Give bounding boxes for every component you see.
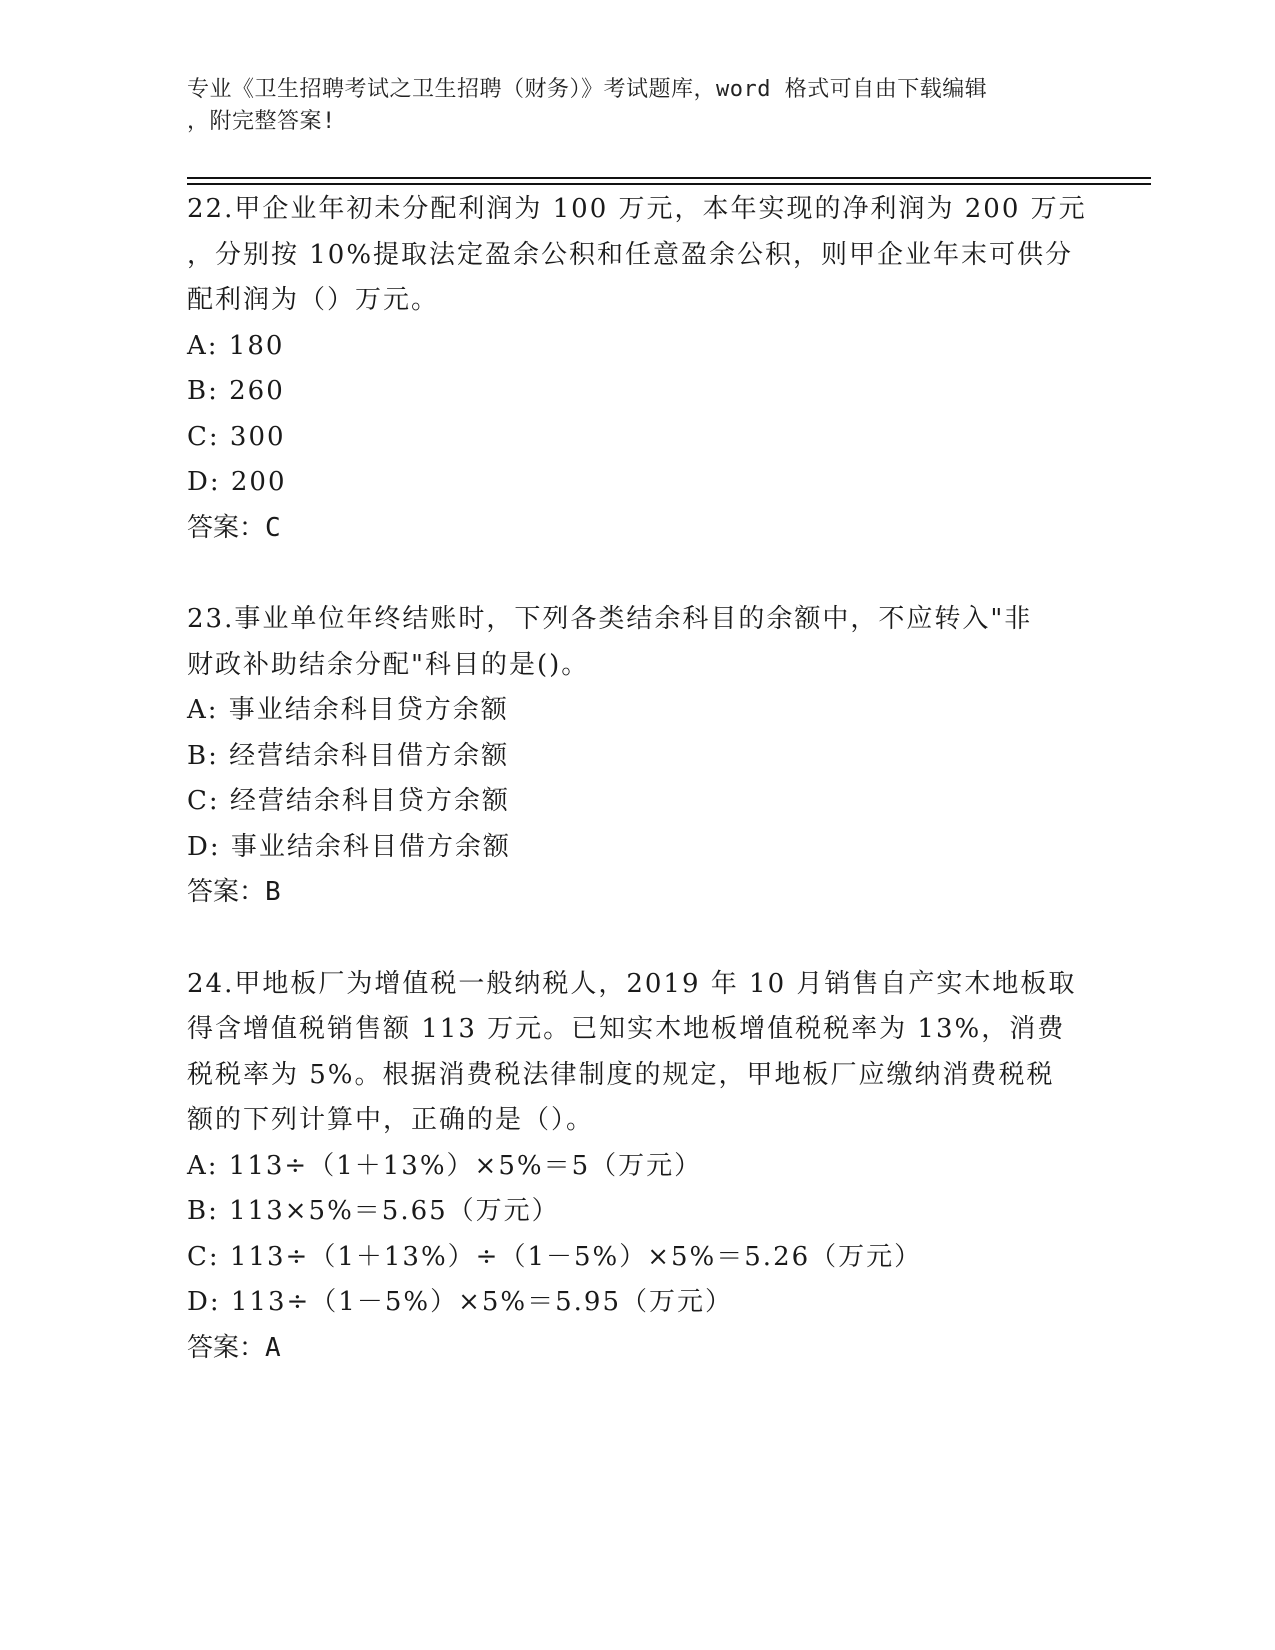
option-b: B: 113×5%＝5.65（万元） [187,1196,560,1226]
option-c: C: 300 [187,421,286,452]
question-stem-line: ，分别按 10%提取法定盈余公积和任意盈余公积，则甲企业年末可供分 [187,239,1074,270]
document-header [187,74,1087,138]
option-d: D: 200 [187,467,287,497]
question-stem-line: 22.甲企业年初未分配利润为 100 万元，本年实现的净利润为 200 万元 [187,194,1087,224]
option-a: A: 113÷（1＋13%）×5%＝5（万元） [187,1150,703,1181]
question-22 [187,187,1087,551]
question-stem-line: 24.甲地板厂为增值税一般纳税人，2019 年 10 月销售自产实木地板取 [187,968,1077,999]
question-stem-line: 23.事业单位年终结账时，下列各类结余科目的余额中，不应转入"非 [187,604,1033,634]
question-24 [187,962,1087,1372]
header-line-1: 专业《卫生招聘考试之卫生招聘（财务）》考试题库，word 格式可自由下载编辑 [187,77,988,102]
option-c: C: 经营结余科目贷方余额 [187,786,510,816]
answer-line: 答案：A [187,1332,281,1363]
option-d: D: 事业结余科目借方余额 [187,831,511,862]
header-line-2: ，附完整答案! [187,109,336,134]
question-stem-line: 额的下列计算中，正确的是（）。 [187,1105,595,1135]
answer-line: 答案：B [187,877,281,907]
option-c: C: 113÷（1＋13%）÷（1－5%）×5%＝5.26（万元） [187,1241,923,1272]
question-stem-line: 配利润为（）万元。 [187,285,440,315]
option-b: B: 260 [187,376,285,406]
option-a: A: 事业结余科目贷方余额 [187,695,509,725]
option-d: D: 113÷（1－5%）×5%＝5.95（万元） [187,1287,733,1317]
question-stem-line: 税税率为 5%。根据消费税法律制度的规定，甲地板厂应缴纳消费税税 [187,1059,1055,1090]
option-b: B: 经营结余科目借方余额 [187,740,510,771]
question-23 [187,597,1087,916]
header-divider-top [187,177,1151,179]
question-list [187,187,1087,1417]
option-a: A: 180 [187,330,285,361]
answer-line: 答案：C [187,512,281,543]
question-stem-line: 财政补助结余分配"科目的是()。 [187,649,590,680]
header-divider-bottom [187,183,1151,185]
question-stem-line: 得含增值税销售额 113 万元。已知实木地板增值税税率为 13%，消费 [187,1014,1066,1044]
